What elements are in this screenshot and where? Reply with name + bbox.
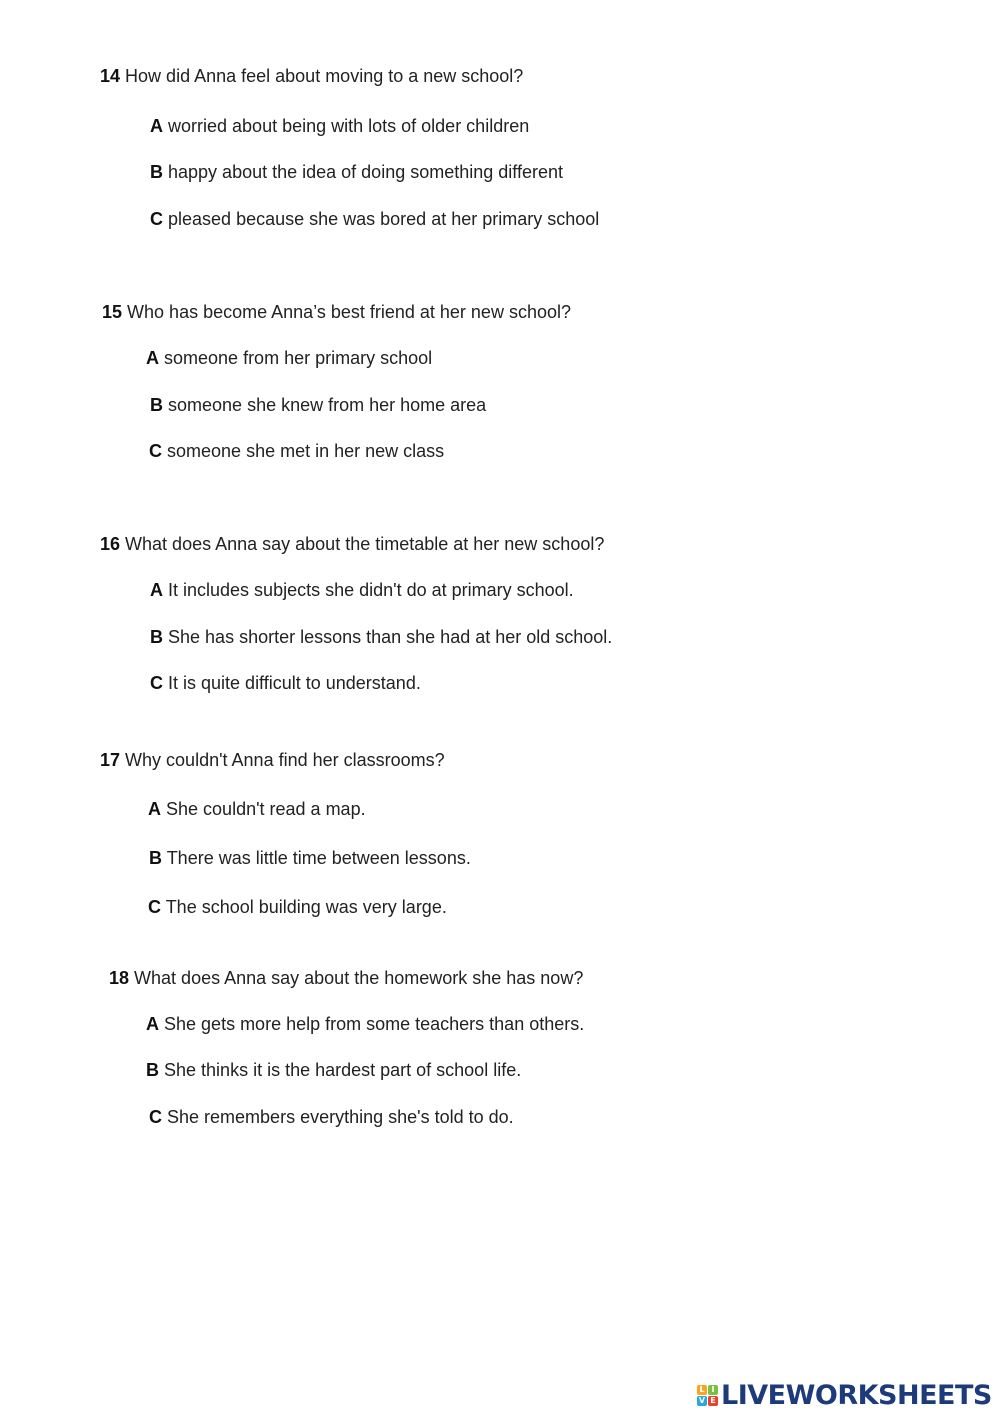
option-letter: A <box>146 1014 159 1034</box>
question-number: 16 <box>100 534 121 554</box>
option-letter: C <box>150 209 163 229</box>
liveworksheets-logo-icon <box>697 1385 718 1406</box>
option-letter: C <box>150 673 163 693</box>
option-text: It includes subjects she didn't do at primary school. <box>168 580 574 600</box>
question-text: What does Anna say about the homework she has now? <box>134 968 584 988</box>
option-text: pleased because she was bored at her primary school <box>168 209 600 229</box>
question-15-option-b[interactable] <box>150 394 486 416</box>
option-letter: B <box>149 848 162 868</box>
option-letter: B <box>150 162 163 182</box>
question-14-option-b[interactable] <box>150 161 563 183</box>
question-18-option-c[interactable] <box>149 1106 514 1128</box>
option-text: someone she knew from her home area <box>168 395 487 415</box>
question-14-option-c[interactable] <box>150 208 599 230</box>
question-16-option-a[interactable] <box>150 579 574 601</box>
option-text: She couldn't read a map. <box>166 799 366 819</box>
option-text: She has shorter lessons than she had at her old school. <box>168 627 613 647</box>
option-text: She thinks it is the hardest part of school life. <box>164 1060 522 1080</box>
question-18-option-a[interactable] <box>146 1013 584 1035</box>
option-text: She remembers everything she's told to do. <box>167 1107 514 1127</box>
question-number: 17 <box>100 750 121 770</box>
option-text: There was little time between lessons. <box>166 848 471 868</box>
option-text: worried about being with lots of older children <box>168 116 530 136</box>
question-17-option-c[interactable] <box>148 896 447 918</box>
liveworksheets-logo <box>697 1378 992 1412</box>
question-text: Who has become Anna’s best friend at her new school? <box>127 302 571 322</box>
option-letter: A <box>150 116 163 136</box>
question-14 <box>100 65 523 87</box>
option-letter: B <box>150 395 163 415</box>
question-16-option-b[interactable] <box>150 626 612 648</box>
question-15 <box>102 301 571 323</box>
question-number: 15 <box>102 302 123 322</box>
option-letter: B <box>146 1060 159 1080</box>
question-15-option-c[interactable] <box>149 440 444 462</box>
option-text: someone from her primary school <box>164 348 433 368</box>
option-text: someone she met in her new class <box>167 441 445 461</box>
logo-mark-tile: L <box>697 1385 707 1395</box>
option-text: She gets more help from some teachers than others. <box>164 1014 585 1034</box>
question-17-option-b[interactable] <box>149 847 471 869</box>
question-16-option-c[interactable] <box>150 672 421 694</box>
option-letter: C <box>148 897 161 917</box>
question-17 <box>100 749 445 771</box>
option-letter: C <box>149 1107 162 1127</box>
logo-text: LIVEWORKSHEETS <box>721 1379 992 1411</box>
option-text: happy about the idea of doing something different <box>168 162 563 182</box>
option-text: It is quite difficult to understand. <box>168 673 421 693</box>
option-text: The school building was very large. <box>165 897 447 917</box>
question-15-option-a[interactable] <box>146 347 432 369</box>
option-letter: A <box>146 348 159 368</box>
question-18 <box>109 967 583 989</box>
option-letter: A <box>150 580 163 600</box>
question-text: What does Anna say about the timetable at her new school? <box>125 534 605 554</box>
logo-mark-tile: V <box>698 1395 706 1405</box>
question-text: How did Anna feel about moving to a new school? <box>125 66 524 86</box>
question-18-option-b[interactable] <box>146 1059 521 1081</box>
question-number: 14 <box>100 66 121 86</box>
logo-mark-tile: E <box>708 1396 718 1406</box>
option-letter: B <box>150 627 163 647</box>
question-14-option-a[interactable] <box>150 115 529 137</box>
option-letter: A <box>148 799 161 819</box>
logo-mark-tile: I <box>708 1385 718 1395</box>
question-17-option-a[interactable] <box>148 798 366 820</box>
question-text: Why couldn't Anna find her classrooms? <box>125 750 445 770</box>
option-letter: C <box>149 441 162 461</box>
question-number: 18 <box>109 968 130 988</box>
question-16 <box>100 533 604 555</box>
